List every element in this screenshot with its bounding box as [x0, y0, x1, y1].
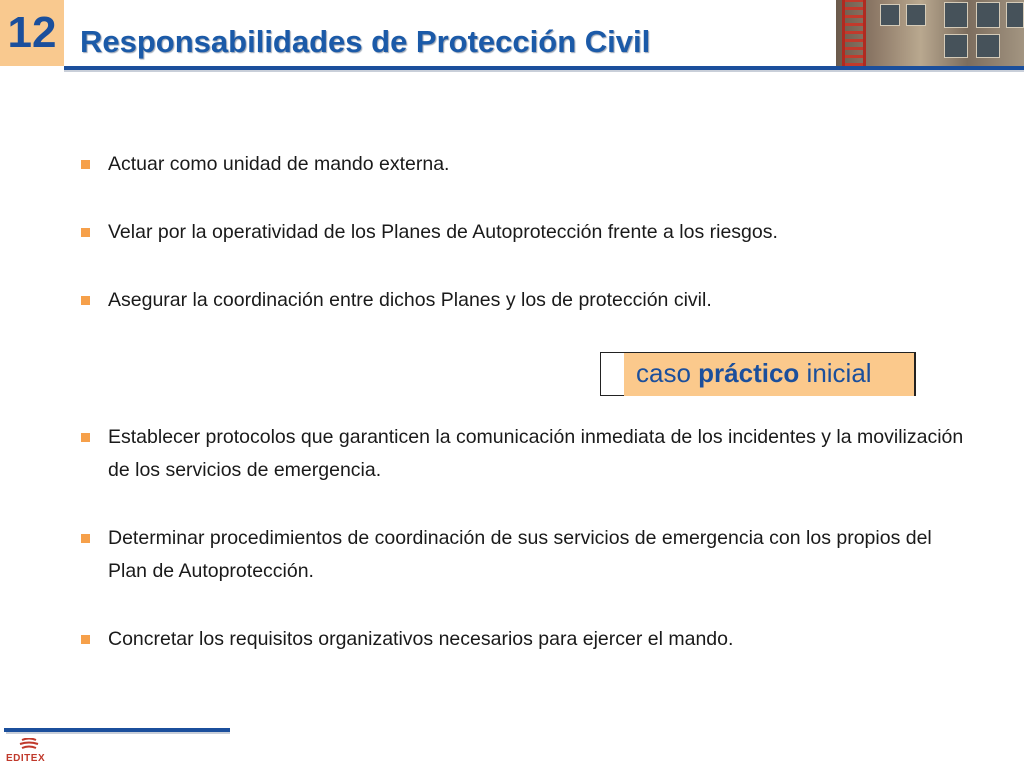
photo-window: [880, 4, 900, 26]
page-title: Responsabilidades de Protección Civil: [80, 24, 651, 59]
list-item-text: Asegurar la coordinación entre dichos Planes y los de protección civil.: [108, 289, 712, 311]
header-divider-shadow: [64, 70, 1024, 72]
caso-practico-label: [636, 358, 872, 389]
editex-logo-text: EDITEX: [6, 753, 46, 764]
list-item-text: Velar por la operatividad de los Planes de Autoprotección frente a los riesgos.: [108, 221, 778, 243]
bullet-square-icon: [81, 433, 90, 442]
chapter-number: 12: [7, 8, 57, 57]
fire-ladder-image: [842, 0, 866, 66]
list-item-text: Establecer protocolos que garanticen la comunicación inmediata de los incidentes y la movilización de los servicios de emergencia.: [108, 426, 964, 481]
bullet-square-icon: [81, 296, 90, 305]
photo-window: [944, 34, 968, 58]
header-photo: [836, 0, 1024, 66]
caso-practico-frame: [600, 352, 624, 396]
footer-divider-shadow: [6, 732, 230, 734]
caso-practico-link[interactable]: [600, 352, 916, 396]
practico-word: práctico: [698, 358, 800, 388]
chapter-badge: [0, 0, 64, 66]
inicial-word: inicial: [799, 358, 872, 388]
photo-window: [976, 2, 1000, 28]
photo-window: [976, 34, 1000, 58]
bullet-square-icon: [81, 228, 90, 237]
list-item-text: Actuar como unidad de mando externa.: [108, 153, 450, 175]
bullet-square-icon: [81, 635, 90, 644]
caso-word: caso: [636, 358, 699, 388]
photo-window: [944, 2, 968, 28]
photo-window: [1006, 2, 1024, 28]
editex-logo-icon: [18, 738, 40, 752]
list-item-text: Concretar los requisitos organizativos necesarios para ejercer el mando.: [108, 628, 734, 650]
bullet-square-icon: [81, 534, 90, 543]
bullet-square-icon: [81, 160, 90, 169]
list-item-text: Determinar procedimientos de coordinación de sus servicios de emergencia con los propios del Plan de Autoprotección.: [108, 527, 932, 582]
photo-window: [906, 4, 926, 26]
